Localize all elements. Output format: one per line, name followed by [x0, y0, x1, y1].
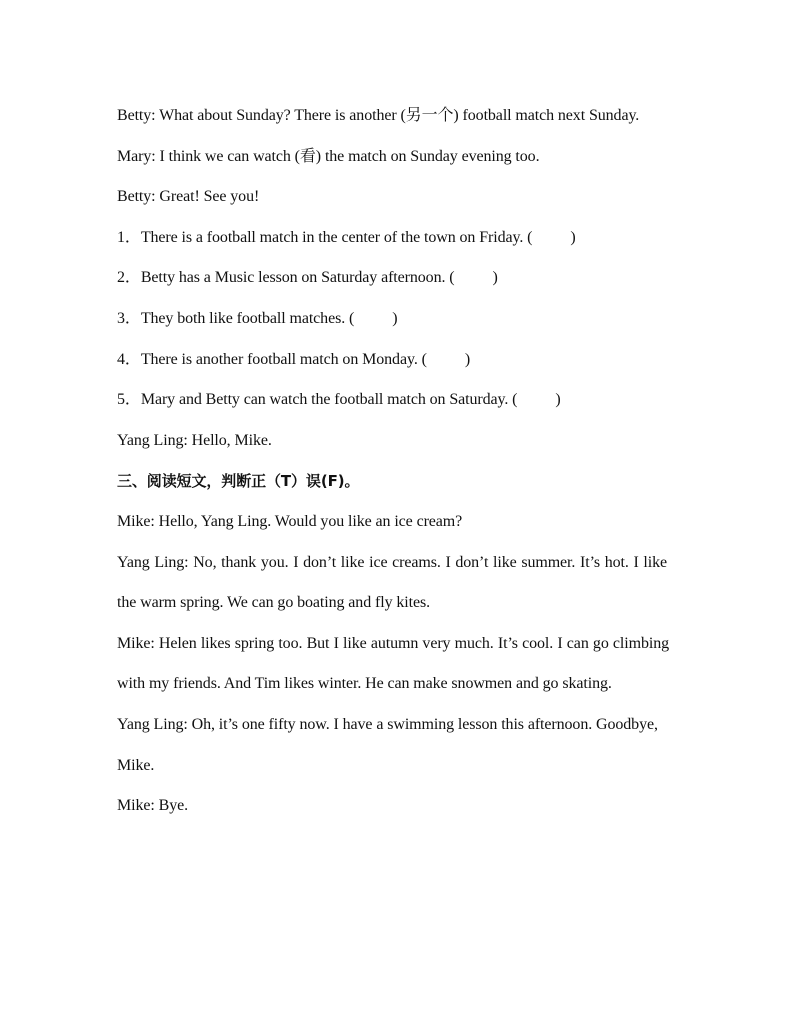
dialogue-line-yangling-swimming: Yang Ling: Oh, it’s one fifty now. I have a swimming lesson this afternoon. Goodbye, Mike. — [117, 715, 658, 774]
section-heading: 三、阅读短文，判断正（T）误(F)。 — [117, 472, 360, 491]
dialogue-line-mike-autumn: Mike: Helen likes spring too. But I like autumn very much. It’s cool. I can go climbing with my friends. And Tim likes winter. He can make snowmen and go skating. — [117, 634, 669, 693]
question-number: 2． — [117, 269, 141, 287]
question-text: There is another football match on Monday. ( — [140, 350, 427, 368]
dialogue-line-betty-sunday: Betty: What about Sunday? There is another (另一个) football match next Sunday. — [117, 107, 640, 124]
question-text: Betty has a Music lesson on Saturday afternoon. ( — [140, 269, 455, 287]
close-paren: ) — [555, 391, 561, 409]
close-paren: ) — [492, 269, 498, 287]
question-number: 5． — [117, 391, 141, 409]
document-page — [117, 96, 677, 827]
question-4 — [117, 340, 677, 381]
close-paren: ) — [392, 309, 398, 327]
question-3 — [117, 299, 677, 340]
question-text: Mary and Betty can watch the football match on Saturday. ( — [140, 391, 518, 409]
dialogue-line-mike-bye: Mike: Bye. — [117, 797, 188, 815]
dialogue-line-yangling-spring: Yang Ling: No, thank you. I don’t like ice creams. I don’t like summer. It’s hot. I like the warm spring. We can go boating and fly kites. — [117, 553, 667, 612]
dialogue-line-yangling-hello: Yang Ling: Hello, Mike. — [117, 431, 272, 449]
dialogue-line-mike-icecream: Mike: Hello, Yang Ling. Would you like an ice cream? — [117, 512, 463, 530]
question-1 — [117, 218, 677, 259]
question-text: There is a football match in the center of the town on Friday. ( — [140, 228, 533, 246]
question-number: 1． — [117, 228, 141, 246]
question-number: 3． — [117, 309, 141, 327]
question-text: They both like football matches. ( — [140, 309, 355, 327]
dialogue-line-mary-watch: Mary: I think we can watch (看) the match on Sunday evening too. — [117, 147, 540, 165]
close-paren: ) — [464, 350, 471, 368]
dialogue-line-betty-great: Betty: Great! See you! — [117, 188, 260, 206]
question-2 — [117, 258, 677, 299]
question-5 — [117, 380, 677, 421]
question-number: 4． — [117, 350, 141, 368]
close-paren: ) — [570, 228, 576, 246]
